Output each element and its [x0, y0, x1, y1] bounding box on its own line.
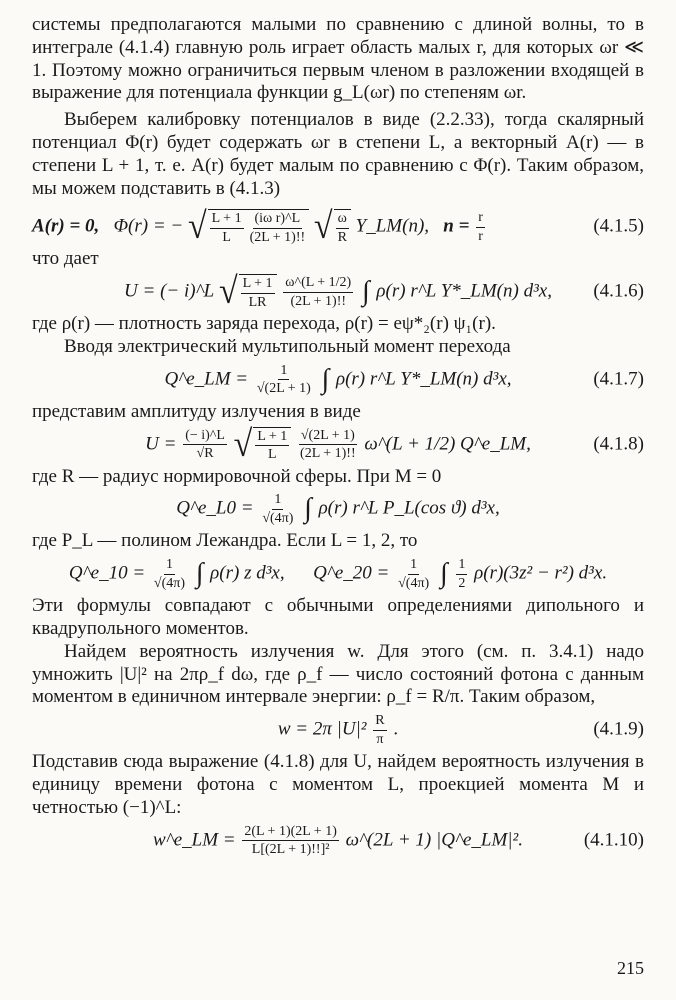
fraction: $\frac{1}{√(4\pi)}$ — [153, 557, 185, 591]
sqrt-expression — [187, 206, 309, 248]
fraction: $\frac{R}{\pi}$ — [375, 713, 385, 747]
page-number: 215 — [617, 958, 644, 978]
fraction: $\frac{\omega\^{}(L + 1/2)}{(2L + 1)!!}$ — [285, 275, 352, 309]
fraction: $\frac{\text{(iω r)\textasciicircum{}L}}{(2L + 1)!!}$ — [249, 211, 306, 245]
eq-term: Q^e_L0 = — [176, 497, 254, 519]
eq-term: ρ(r) z d³x, — [210, 562, 285, 584]
eq-term: Q^e_LM = — [164, 368, 249, 390]
equation-4-1-6 — [32, 271, 644, 313]
eq-term: Y_LM(n), — [355, 215, 430, 237]
equation-q10-q20 — [32, 553, 644, 595]
eq-term: . — [393, 718, 399, 740]
integral-sign: ∫ — [439, 558, 448, 590]
radical-sign: √ — [218, 271, 238, 312]
eq-term: ω^(2L + 1) |Q^e_LM|². — [345, 828, 523, 850]
paragraph: Выберем калибровку потенциалов в виде (2.2.33), тогда скалярный потенциал Φ(r) будет содержать ωr в степени L, а векторный A(r) — в степени L + 1, т. е. A(r) будет малым по сравнению с Φ(r). Таким образом, мы можем подставить в (4.1.3) — [32, 109, 644, 199]
eq-term: A(r) = 0, — [32, 215, 100, 237]
paragraph: что дает — [32, 248, 99, 270]
paragraph: Эти формулы совпадают с обычными определениями дипольного и квадрупольного моментов. — [32, 595, 644, 639]
equation-number: (4.1.9) — [593, 718, 644, 740]
equation-4-1-7 — [32, 359, 644, 401]
equation-4-1-5 — [32, 206, 644, 248]
fraction: $\frac{L + 1}{L}$ — [257, 428, 288, 463]
equation-4-1-10 — [32, 820, 644, 862]
sqrt-expression — [233, 423, 292, 465]
fraction: $\frac{1}{√(4\pi)}$ — [398, 557, 430, 591]
paragraph: Подставив сюда выражение (4.1.8) для U, найдем вероятность излучения в единицу времени фотона с моментом L, проекцией момента M и четностью (−1)^L: — [32, 751, 644, 818]
paragraph: где ρ(r) — плотность заряда перехода, ρ(r) = eψ*₂(r) ψ₁(r). — [32, 313, 496, 335]
radical-sign: √ — [187, 206, 207, 248]
fraction: $\frac{r}{r}$ — [478, 210, 483, 244]
paragraph: Вводя электрический мультипольный момент перехода — [64, 335, 511, 357]
equation-number: (4.1.8) — [593, 433, 644, 455]
paragraph: где R — радиус нормировочной сферы. При M = 0 — [32, 465, 442, 487]
paragraph: системы предполагаются малыми по сравнению с длиной волны, то в интеграле (4.1.4) главную роль играет область малых r, для которых ωr ≪ 1. Поэтому можно ограничиться первым членом в разложении входящей в выражение для потенциала функции g_L(ωr) по степеням ωr. — [32, 14, 644, 104]
eq-term: w = 2π |U|² — [277, 718, 367, 740]
sqrt-expression — [218, 271, 277, 312]
fraction: $\frac{\omega}{R}$ — [337, 211, 347, 245]
integral-sign: ∫ — [195, 558, 204, 590]
eq-term: Q^e_20 = — [313, 562, 390, 584]
equation-4-1-9 — [32, 709, 644, 751]
integral-sign: ∫ — [361, 276, 370, 308]
eq-term: Φ(r) = − — [113, 215, 184, 237]
eq-term: ρ(r) r^L P_L(cos ϑ) d³x, — [318, 497, 500, 519]
eq-term: n = — [443, 215, 470, 237]
integral-sign: ∫ — [321, 363, 330, 395]
equation-number: (4.1.10) — [583, 829, 644, 851]
equation-number: (4.1.7) — [593, 368, 644, 390]
paragraph: представим амплитуду излучения в виде — [32, 400, 361, 422]
eq-term: ρ(r)(3z² − r²) d³x. — [474, 562, 608, 584]
eq-term: ρ(r) r^L Y*_LM(n) d³x, — [376, 280, 552, 302]
fraction: $\frac{(- i)\^{}L}{√R}$ — [185, 427, 225, 462]
fraction: $\frac{2(L + 1)(2L + 1)}{\text{L[(2L + 1)!!]²}}$ — [244, 823, 337, 858]
eq-term: U = (− i)^L — [124, 280, 215, 302]
eq-term: ω^(L + 1/2) Q^e_LM, — [364, 432, 531, 454]
paragraph: где P_L — полином Лежандра. Если L = 1, 2, то — [32, 530, 418, 552]
radical-sign: √ — [233, 423, 253, 465]
equation-number: (4.1.6) — [593, 280, 644, 302]
eq-term: U = — [145, 432, 177, 454]
sqrt-expression — [313, 206, 351, 248]
equation-4-1-8 — [32, 424, 644, 466]
eq-term: ρ(r) r^L Y*_LM(n) d³x, — [335, 368, 512, 390]
fraction: $\frac{L + 1}{LR}$ — [242, 276, 273, 310]
page-body — [32, 14, 644, 862]
equation-number: (4.1.5) — [593, 215, 644, 237]
paragraph: Найдем вероятность излучения w. Для этого (см. п. 3.4.1) надо умножить |U|² на 2πρ_f dω, где ρ_f — число состояний фотона с данным моментом в единичном интервале энергии: ρ_f = R/π. Таким образом, — [32, 640, 644, 708]
fraction: $\frac{1}{√(2L + 1)}$ — [256, 362, 311, 397]
eq-term: Q^e_10 = — [68, 562, 146, 584]
fraction: $\frac{1}{2}$ — [458, 557, 466, 591]
fraction: $\frac{L + 1}{L}$ — [211, 211, 242, 245]
equation-q-l0 — [32, 488, 644, 530]
fraction: $\frac{1}{√(4\pi)}$ — [262, 492, 294, 526]
eq-term: w^e_LM = — [153, 828, 236, 850]
radical-sign: √ — [313, 206, 333, 248]
fraction: $\frac{√(2L + 1)}{(2L + 1)!!}$ — [300, 427, 356, 462]
integral-sign: ∫ — [304, 493, 312, 525]
